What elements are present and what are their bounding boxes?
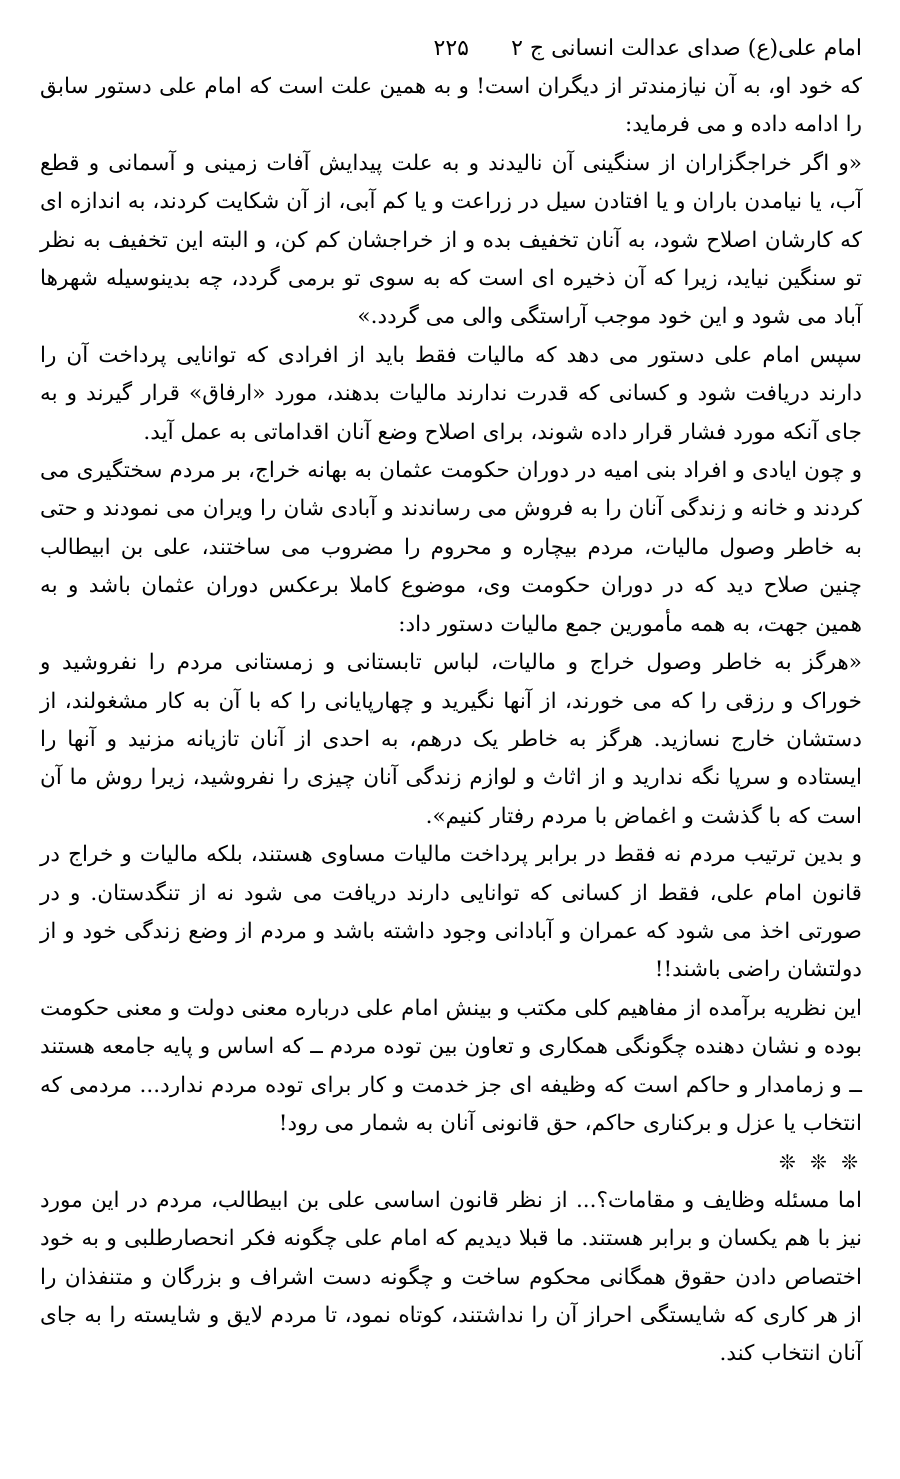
body-text — [40, 68, 862, 1374]
paragraph: این نظریه برآمده از مفاهیم کلی مکتب و بینش امام علی درباره معنی دولت و معنی حکومت بوده و نشان دهنده چگونگی همکاری و تعاون بین توده مردم ــ که اساس و پایه جامعه هستند ــ و زمامدار و حاکم است که وظیفه ای جز خدمت و کار برای توده مردم ندارد... مردمی که انتخاب یا عزل و برکناری حاکم، حق قانونی آنان به شمار می رود! — [40, 995, 862, 1136]
paragraph: که خود او، به آن نیازمندتر از دیگران است! و به همین علت است که امام علی دستور سابق را ادامه داده و می فرماید: — [40, 74, 862, 138]
paragraph: اما مسئله وظایف و مقامات؟... از نظر قانون اساسی علی بن ابیطالب، مردم در این مورد نیز با هم یکسان و برابر هستند. ما قبلا دیدیم که امام علی چگونه فکر انحصارطلبی و به خود اختصاص دادن حقوق همگانی محکوم ساخت و چگونه دست اشراف و بزرگان و متنفذان را از هر کاری که شایستگی احراز آن را نداشتند، کوتاه نمود، تا مردم لایق و شایسته را به جای آنان انتخاب کند. — [40, 1187, 862, 1367]
paragraph: سپس امام علی دستور می دهد که مالیات فقط باید از افرادی که توانایی پرداخت آن را دارند دریافت شود و کسانی که قدرت ندارند مالیات بدهند، مورد «ارفاق» قرار گیرند و به جای آنکه مورد فشار قرار داده شوند، برای اصلاح وضع آنان اقداماتی به عمل آید. — [40, 342, 862, 445]
page-header — [40, 24, 862, 68]
quote-paragraph: «و اگر خراجگزاران از سنگینی آن نالیدند و به علت پیدایش آفات زمینی و آسمانی و قطع آب، یا نیامدن باران و یا افتادن سیل در زراعت و یا کم آبی، از آن شکایت کردند، به اندازه ای که کارشان اصلاح شود، به آنان تخفیف بده و از خراجشان کم کن، و البته این تخفیف به نظر تو سنگین نیاید، زیرا که آن ذخیره ای است که به سوی تو برمی گردد، چه بدینوسیله شهرها آباد می شود و این خود موجب آراستگی والی می گردد.» — [40, 150, 862, 330]
running-title: امام علی(ع) صدای عدالت انسانی ج ۲ — [511, 36, 862, 61]
book-page — [40, 24, 862, 1374]
page-number: ۲۲۵ — [433, 36, 469, 61]
paragraph: و چون ایادی و افراد بنی امیه در دوران حکومت عثمان به بهانه خراج، بر مردم سختگیری می کردند و خانه و زندگی آنان را به فروش می رساندند و آبادی شان را ویران می نمودند و حتی به خاطر وصول مالیات، مردم بیچاره و محروم را مضروب می ساختند، علی بن ابیطالب چنین صلاح دید که در دوران حکومت وی، موضوع کاملا برعکس دوران عثمان باشد و به همین جهت، به همه مأمورین جمع مالیات دستور داد: — [40, 458, 862, 637]
paragraph: و بدین ترتیب مردم نه فقط در برابر پرداخت مالیات مساوی هستند، بلکه مالیات و خراج در قانون امام علی، فقط از کسانی که توانایی دارند دریافت می شود نه از تنگدستان. و در صورتی اخذ می شود که عمران و آبادانی وجود داشته باشد و مردم از وضع زندگی خود و از دولتشان راضی باشند!! — [40, 842, 862, 983]
quote-paragraph: «هرگز به خاطر وصول خراج و مالیات، لباس تابستانی و زمستانی مردم را نفروشید و خوراک و رزقی را که می خورند، از آنها نگیرید و چهارپایانی را که با آن به کار مشغولند، از دستشان خارج نسازید. هرگز به خاطر یک درهم، به احدی از آنان تازیانه مزنید و آنها را ایستاده و سرپا نگه ندارید و از اثاث و لوازم زندگی آنان چیزی را نفروشید، زیرا روش ما آن است که با گذشت و اغماض با مردم رفتار کنیم». — [40, 650, 862, 829]
section-separator: ❊ ❊ ❊ — [779, 1150, 862, 1175]
